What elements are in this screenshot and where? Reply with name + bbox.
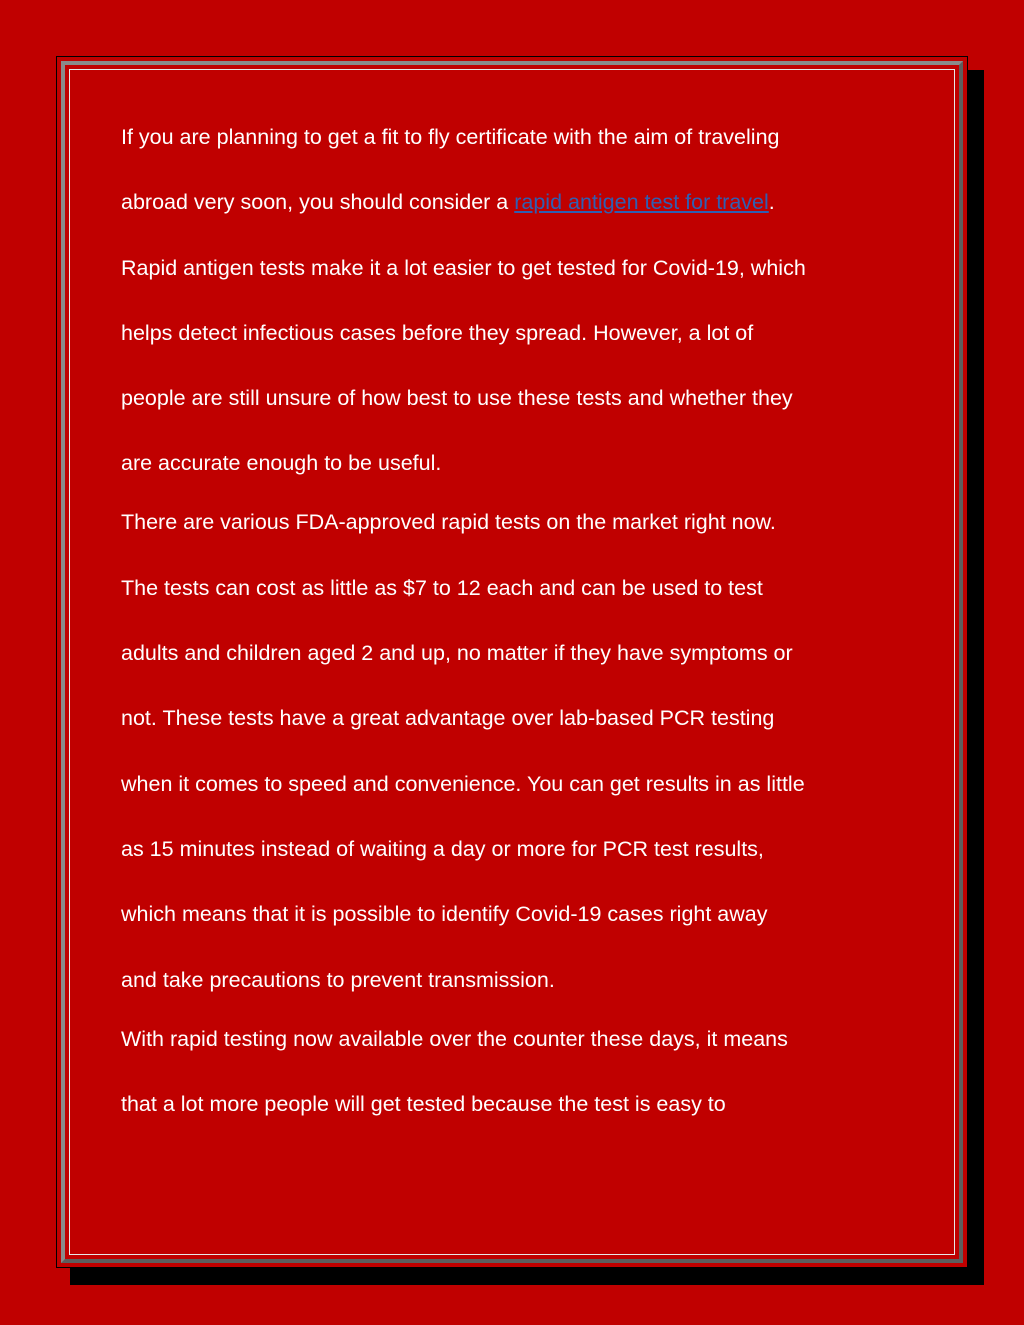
text-line: and take precautions to prevent transmission.	[121, 967, 555, 992]
text-line: when it comes to speed and convenience. You can get results in as little	[121, 771, 805, 796]
text-line: helps detect infectious cases before they spread. However, a lot of	[121, 320, 754, 345]
text-segment: .	[768, 190, 775, 215]
document-body	[121, 114, 921, 1140]
text-line: adults and children aged 2 and up, no matter if they have symptoms or	[121, 641, 793, 666]
text-line: not. These tests have a great advantage over lab-based PCR testing	[121, 706, 775, 731]
text-line: as 15 minutes instead of waiting a day or more for PCR test results,	[121, 836, 764, 861]
text-line: people are still unsure of how best to use these tests and whether they	[121, 386, 793, 411]
text-line: are accurate enough to be useful.	[121, 451, 442, 476]
paragraph-2	[121, 499, 921, 1002]
text-line	[121, 179, 921, 244]
paragraph-1	[121, 114, 921, 486]
text-line: With rapid testing now available over the counter these days, it means	[121, 1026, 788, 1051]
text-line: If you are planning to get a fit to fly certificate with the aim of traveling	[121, 125, 780, 149]
text-segment: abroad very soon, you should consider a	[121, 190, 515, 215]
text-line: The tests can cost as little as $7 to 12 each and can be used to test	[121, 575, 763, 600]
text-line: that a lot more people will get tested because the test is easy to	[121, 1091, 726, 1116]
text-line: which means that it is possible to identify Covid-19 cases right away	[121, 902, 768, 927]
rapid-antigen-test-link[interactable]: rapid antigen test for travel	[514, 190, 769, 215]
text-line: There are various FDA-approved rapid tests on the market right now.	[121, 510, 776, 535]
text-line: Rapid antigen tests make it a lot easier to get tested for Covid-19, which	[121, 255, 806, 280]
paragraph-3	[121, 1016, 921, 1127]
